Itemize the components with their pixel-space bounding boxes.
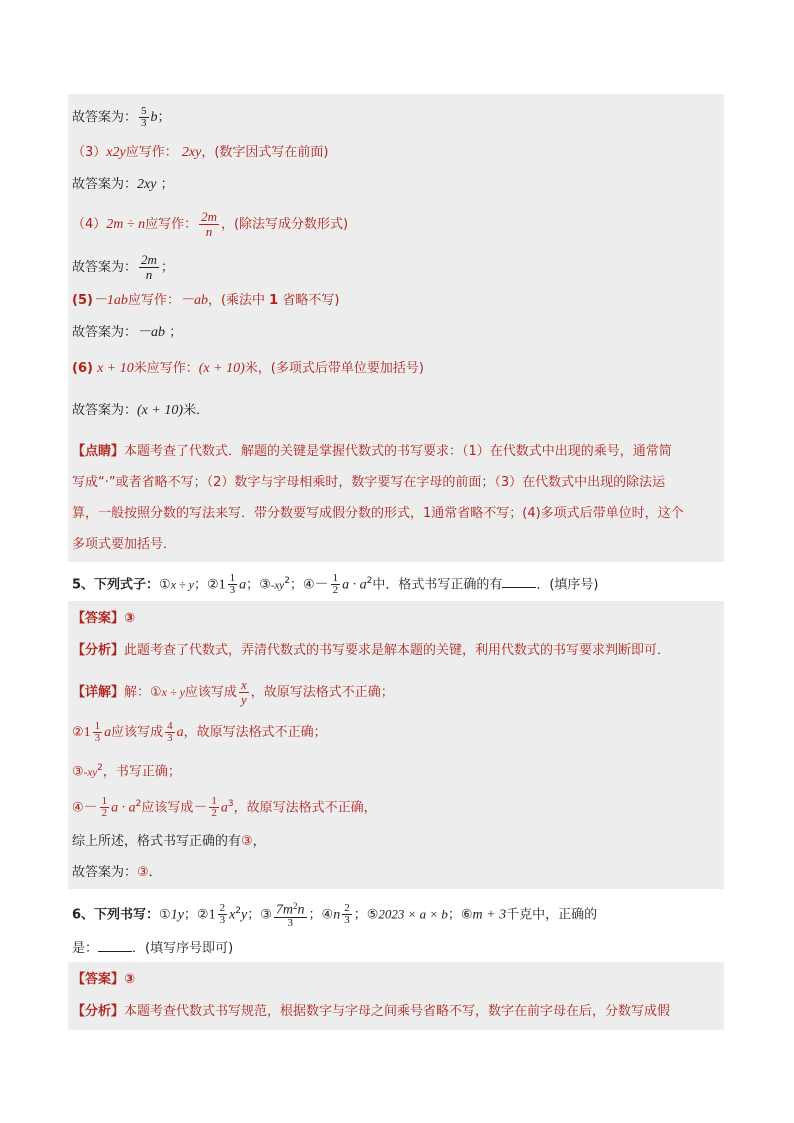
math-exponent: 2 [293,901,298,911]
fraction [165,721,175,744]
q5-detail-line-2 [72,721,327,744]
math-sign: － [193,800,208,816]
fraction [239,678,249,707]
analysis-tag: 【分析】 [72,643,125,658]
dianjing-text: 写成“·”或者省略不写；（2）数字与字母相乘时，数字要写在字母的前面；（3）在代数式中出现的除法运 [72,475,666,490]
math-number: 1 [83,725,91,740]
punctuation: ； [160,260,174,275]
option-marker: ；⑥ [447,907,473,923]
fraction-denominator: n [145,267,153,282]
punctuation: ； [169,325,183,340]
option-marker: ；⑤ [353,907,379,923]
answer-line-2 [72,106,171,129]
item-text: 应写作： [145,217,198,232]
fraction-numerator: x [240,677,247,692]
question-5-stem [72,571,599,596]
fraction-numerator: 2 [344,902,350,915]
analysis-text: 本题考查代数式书写规范，根据数字与字母之间乘号省略不写，数字在前字母在后，分数写成假 [124,1004,671,1019]
item-label: (6) [72,361,93,376]
fraction [209,796,219,819]
question-6-stem [72,901,597,929]
option-marker: ③ [72,764,84,780]
math-variable: y [241,907,248,923]
math-expression: －1ab [92,293,128,308]
detail-text: ，故原写法格式不正确； [183,725,327,740]
fraction-numerator: 1 [101,795,108,808]
dianjing-line-4 [72,535,176,555]
item-note: ，(除法写成分数形式) [220,217,349,232]
fraction [218,903,228,926]
answer-value: ③ [124,972,136,987]
item-line-3 [72,143,328,163]
punctuation: ． [148,865,162,880]
math-expression: x ÷ y [170,577,194,592]
option-marker: ① [159,577,171,593]
answer-prefix: 故答案为： [72,325,138,340]
dianjing-line-1 [72,442,672,462]
question-text: 千克中，正确的 [506,907,598,923]
option-marker: ；③ [247,907,272,923]
fraction-numerator: 5 [141,105,147,117]
fraction [274,901,307,929]
detail-text: 应该写成 [184,685,237,700]
q5-detail-line-3 [72,758,181,782]
item-line-6 [72,359,424,379]
answer-line-6 [72,401,209,421]
fraction [139,106,149,129]
fraction-denominator: 3 [141,117,147,129]
fraction-denominator: y [240,692,247,707]
item-note: ，(数字因式写在前面) [201,145,329,160]
math-expression: 2023 × a × b [378,906,448,922]
dianjing-tag: 【点睛】 [72,444,125,459]
answer-line-5 [72,323,182,343]
item-text: 米应写作： [133,361,199,376]
q6-analysis-line [72,1002,670,1022]
item-line-4 [72,210,348,239]
math-expression: 2m ÷ n [106,217,146,232]
math-expression: a · a [111,800,136,816]
dianjing-line-3 [72,504,684,524]
fraction-numerator: n [297,902,305,918]
math-variable: n [333,907,341,923]
math-expression: 1y [170,907,184,923]
q5-detail-line-1 [72,678,394,707]
option-marker: ；④ [308,907,334,923]
math-expression: -xy [83,766,98,779]
math-variable: b [150,110,158,125]
question-text: 中．格式书写正确的有 [372,577,503,593]
answer-prefix: 故答案为： [72,110,138,125]
dianjing-line-2 [72,473,665,493]
option-marker: ；② [193,577,219,593]
answer-blank [98,938,132,952]
answer-tag: 【答案】 [72,972,125,987]
math-variable: x [229,907,236,923]
question-number: 5、下列式子： [72,577,160,593]
dianjing-text: 算，一般按照分数的写法来写．带分数要写成假分数的形式，1通常省略不写；(4)多项式后带单位时，这个 [72,506,684,521]
fraction-denominator: 3 [94,732,101,744]
answer-prefix: 故答案为： [72,260,138,275]
dianjing-text: 本题考查了代数式．解题的关键是掌握代数式的书写要求：（1）在代数式中出现的乘号，通常简 [124,444,672,459]
fraction-numerator: 7m [275,902,294,918]
question-text: ．(填写序号即可) [132,941,234,956]
option-marker: ；③ [246,577,271,593]
fraction-denominator: 3 [219,914,226,927]
math-expression: m + 3 [472,907,507,923]
q5-detail-line-4 [72,794,377,819]
math-exponent: 2 [284,576,290,586]
math-exponent: 2 [366,576,373,586]
item-line-5 [72,291,339,311]
option-marker: ④ [72,800,84,816]
math-variable: a [239,577,247,593]
punctuation: 米． [183,403,210,418]
item-note: 1 [269,293,279,308]
detail-text: 应该写成 [111,725,164,740]
fraction-numerator: 2m [201,209,217,224]
fraction-denominator: 2 [332,584,339,597]
q5-analysis-line [72,641,670,661]
analysis-text: 此题考查了代数式，弄清代数式的书写要求是解本题的关键，利用代数式的书写要求判断即可． [124,643,671,658]
item-label: （3） [72,145,107,160]
math-sign: － [83,800,98,816]
analysis-tag: 【分析】 [72,1004,125,1019]
math-exponent: 2 [135,799,142,809]
option-marker: ；② [183,907,209,923]
option-marker: ；④ [289,577,315,593]
answer-tag: 【答案】 [72,611,125,626]
question-text: 是： [72,941,99,956]
math-expression: x + 10 [97,361,134,376]
punctuation: ； [160,177,174,192]
summary-answer: ③ [241,834,253,849]
dianjing-text: 多项式要加括号． [72,537,177,552]
fraction-denominator: 2 [101,807,108,820]
math-variable: a [104,725,112,740]
item-label: (5) [72,293,93,308]
question-text: ．(填序号) [536,577,599,593]
summary-text: ， [252,834,266,849]
fraction-denominator: 2 [211,807,217,820]
question-6-stem-line-2 [72,938,233,959]
fraction-numerator: 1 [229,572,236,585]
math-expression: 2xy [181,145,202,160]
math-expression: a · a [342,577,367,593]
math-variable: a [220,800,228,816]
fraction [199,210,219,239]
fraction-denominator: 3 [287,916,293,929]
fraction [139,253,159,282]
item-note: ，(乘法中 [207,293,266,308]
math-expression: －ab [137,325,166,340]
fraction-numerator: 4 [167,720,173,732]
fraction-numerator: 2 [219,902,226,915]
q5-summary-line [72,832,266,852]
item-note: 省略不写) [282,293,340,308]
detail-tag: 【详解】 [72,685,125,700]
fraction [93,721,103,744]
detail-text: 解：① [124,685,162,700]
math-expression: 2xy [137,177,157,192]
math-exponent: 2 [97,763,103,773]
option-marker: ① [159,907,171,923]
fraction-denominator: n [205,224,213,239]
item-note: 米，(多项式后带单位要加括号) [244,361,424,376]
answer-prefix: 故答案为： [72,865,138,880]
math-expression: -xy [270,579,285,592]
item-text: 应写作： [127,293,180,308]
answer-line-3 [72,175,174,195]
math-expression: (x + 10) [137,403,184,418]
answer-prefix: 故答案为： [72,403,138,418]
option-marker: ② [72,725,84,740]
fraction [342,903,352,926]
fraction [228,573,238,596]
math-expression: x2y [106,145,126,160]
detail-text: 应该写成 [141,800,194,816]
math-exponent: 3 [227,799,234,809]
q5-answer-line [72,609,135,629]
fraction-numerator: 1 [94,720,101,732]
math-sign: － [314,577,329,593]
item-label: （4） [72,217,107,232]
fraction-denominator: 3 [229,584,236,597]
punctuation: ； [157,110,171,125]
detail-text: ，故原写法格式不正确， [233,800,377,816]
detail-text: ，故原写法格式不正确； [250,685,394,700]
fraction-numerator: 1 [332,572,339,585]
fraction-numerator: 1 [211,795,217,808]
answer-blank [502,574,536,588]
item-text: 应写作： [125,145,178,160]
fraction-numerator: 2m [141,252,157,267]
detail-text: ，书写正确； [102,764,181,780]
q5-final-answer-line [72,863,162,883]
final-answer: ③ [137,865,149,880]
fraction [331,573,341,596]
math-expression: x ÷ y [161,685,185,699]
math-number: 1 [218,577,226,593]
fraction-denominator: 3 [344,914,350,927]
math-expression: －ab [179,293,208,308]
q6-answer-line [72,970,135,990]
fraction-denominator: 3 [167,732,173,744]
math-variable: a [176,725,184,740]
math-expression: (x + 10) [198,361,245,376]
summary-text: 综上所述，格式书写正确的有 [72,834,242,849]
answer-prefix: 故答案为： [72,177,138,192]
math-number: 1 [208,907,216,923]
answer-line-4 [72,253,174,282]
answer-value: ③ [124,611,136,626]
question-number: 6、下列书写： [72,907,160,923]
math-exponent: 2 [235,906,242,916]
fraction [100,796,110,819]
